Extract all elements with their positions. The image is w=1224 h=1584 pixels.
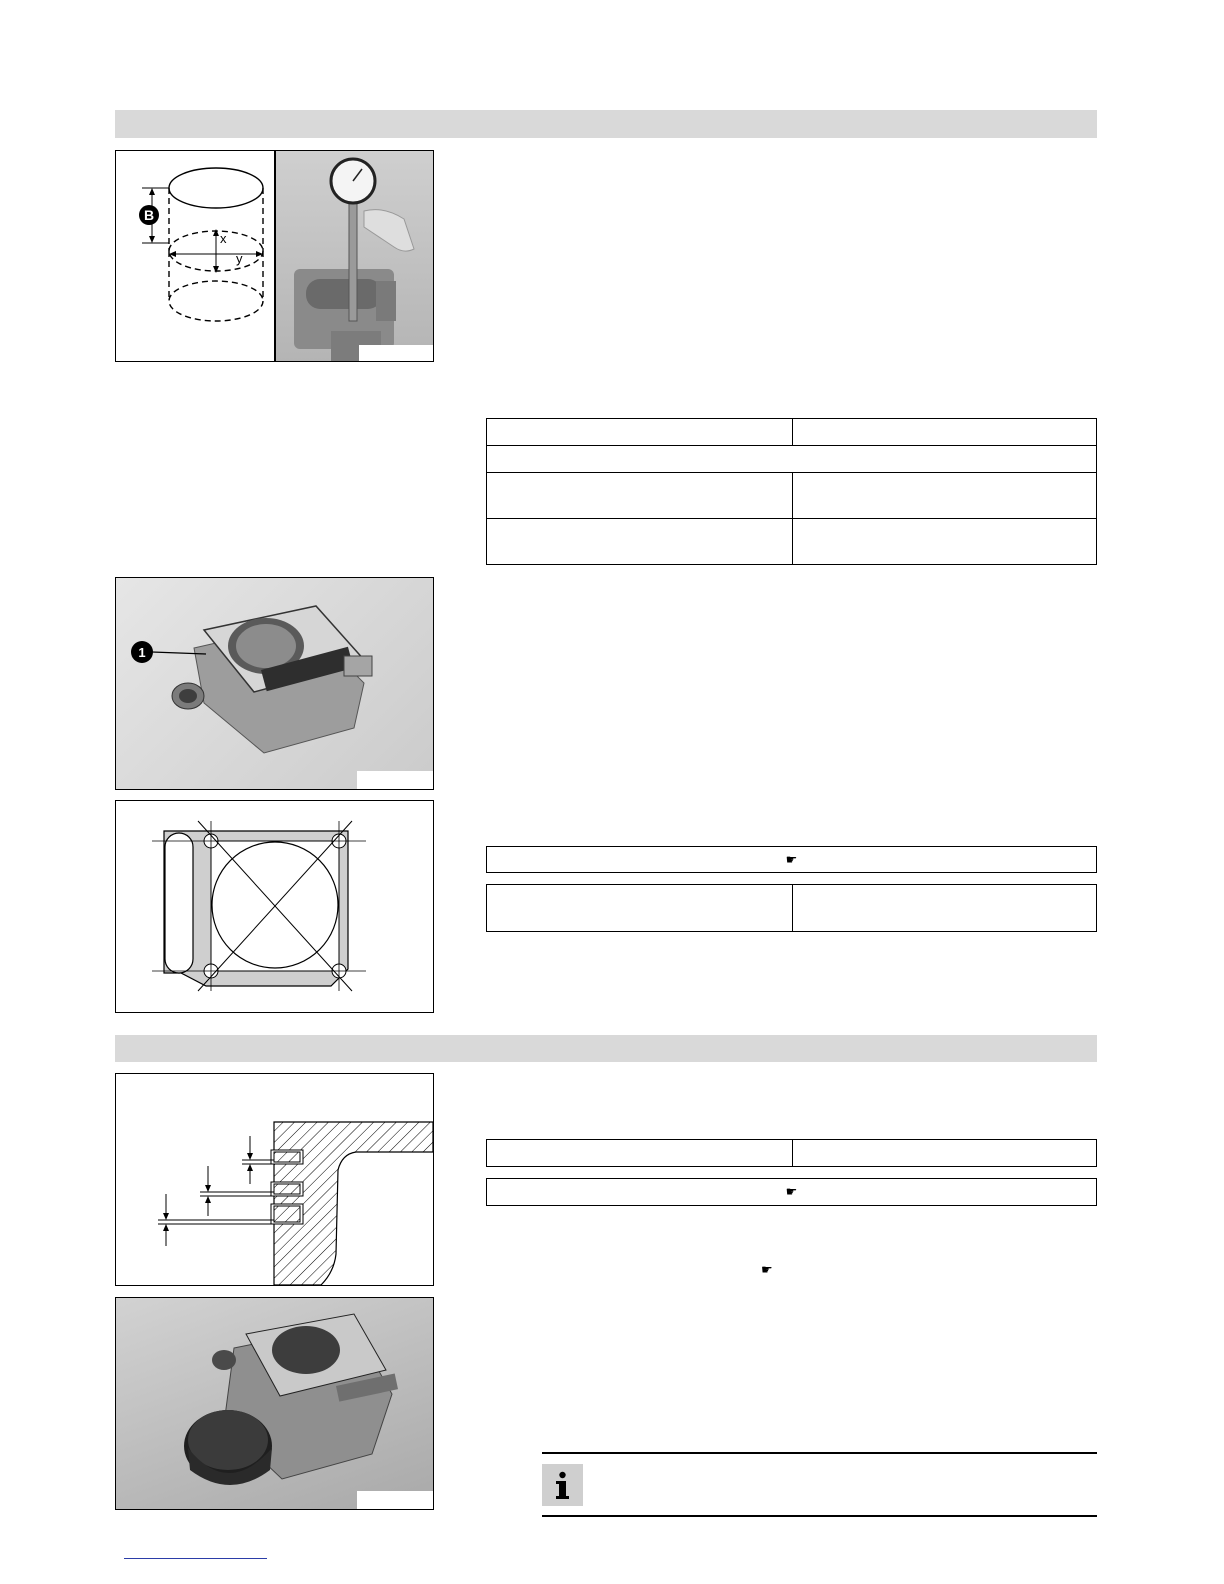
ring-clearance-diagram [115,1073,434,1286]
cylinder-piston-photo [115,1297,434,1510]
photo-id-tag [359,345,434,362]
bore-diagram [116,151,276,361]
section-band-piston-ring [115,1035,1097,1062]
cylinder-photo [115,577,434,790]
photo-id-tag [357,1491,433,1509]
table-row [487,1140,1097,1167]
cylinder-illustration [116,578,433,789]
dial-gauge-photo [276,151,434,362]
ring-spec-table [486,1139,1097,1167]
info-icon [542,1464,583,1506]
gasket-illustration [116,801,433,1012]
table-row [487,885,1097,932]
axis-x-label: x [220,231,227,246]
note-bottom-rule [542,1515,1097,1517]
table-row [487,473,1097,519]
warpage-reference-table [486,846,1097,873]
bore-spec-table [486,418,1097,565]
footer-link-underline[interactable] [124,1558,267,1559]
cylinder-piston-illustration [116,1298,433,1509]
info-glyph [542,1464,583,1506]
pointer-icon: ☛ [785,852,798,868]
pointer-icon: ☛ [761,1263,773,1278]
table-row [487,519,1097,565]
axis-y-label: y [236,251,243,266]
callout-b-label: B [143,207,155,223]
warpage-diagram [115,800,434,1013]
dial-gauge-illustration [276,151,434,362]
pointer-icon: ☛ [785,1185,798,1200]
callout-1-label: 1 [138,645,146,660]
photo-id-tag [357,771,433,789]
table-row [487,1179,1097,1206]
table-row [487,446,1097,473]
warpage-spec-table [486,884,1097,932]
table-row [487,419,1097,446]
piston-ring-illustration [116,1074,433,1285]
ring-reference-table [486,1178,1097,1206]
table-row [487,847,1097,873]
section-band-cylinder [115,110,1097,138]
note-top-rule [542,1452,1097,1454]
bore-measurement-figure [115,150,434,362]
